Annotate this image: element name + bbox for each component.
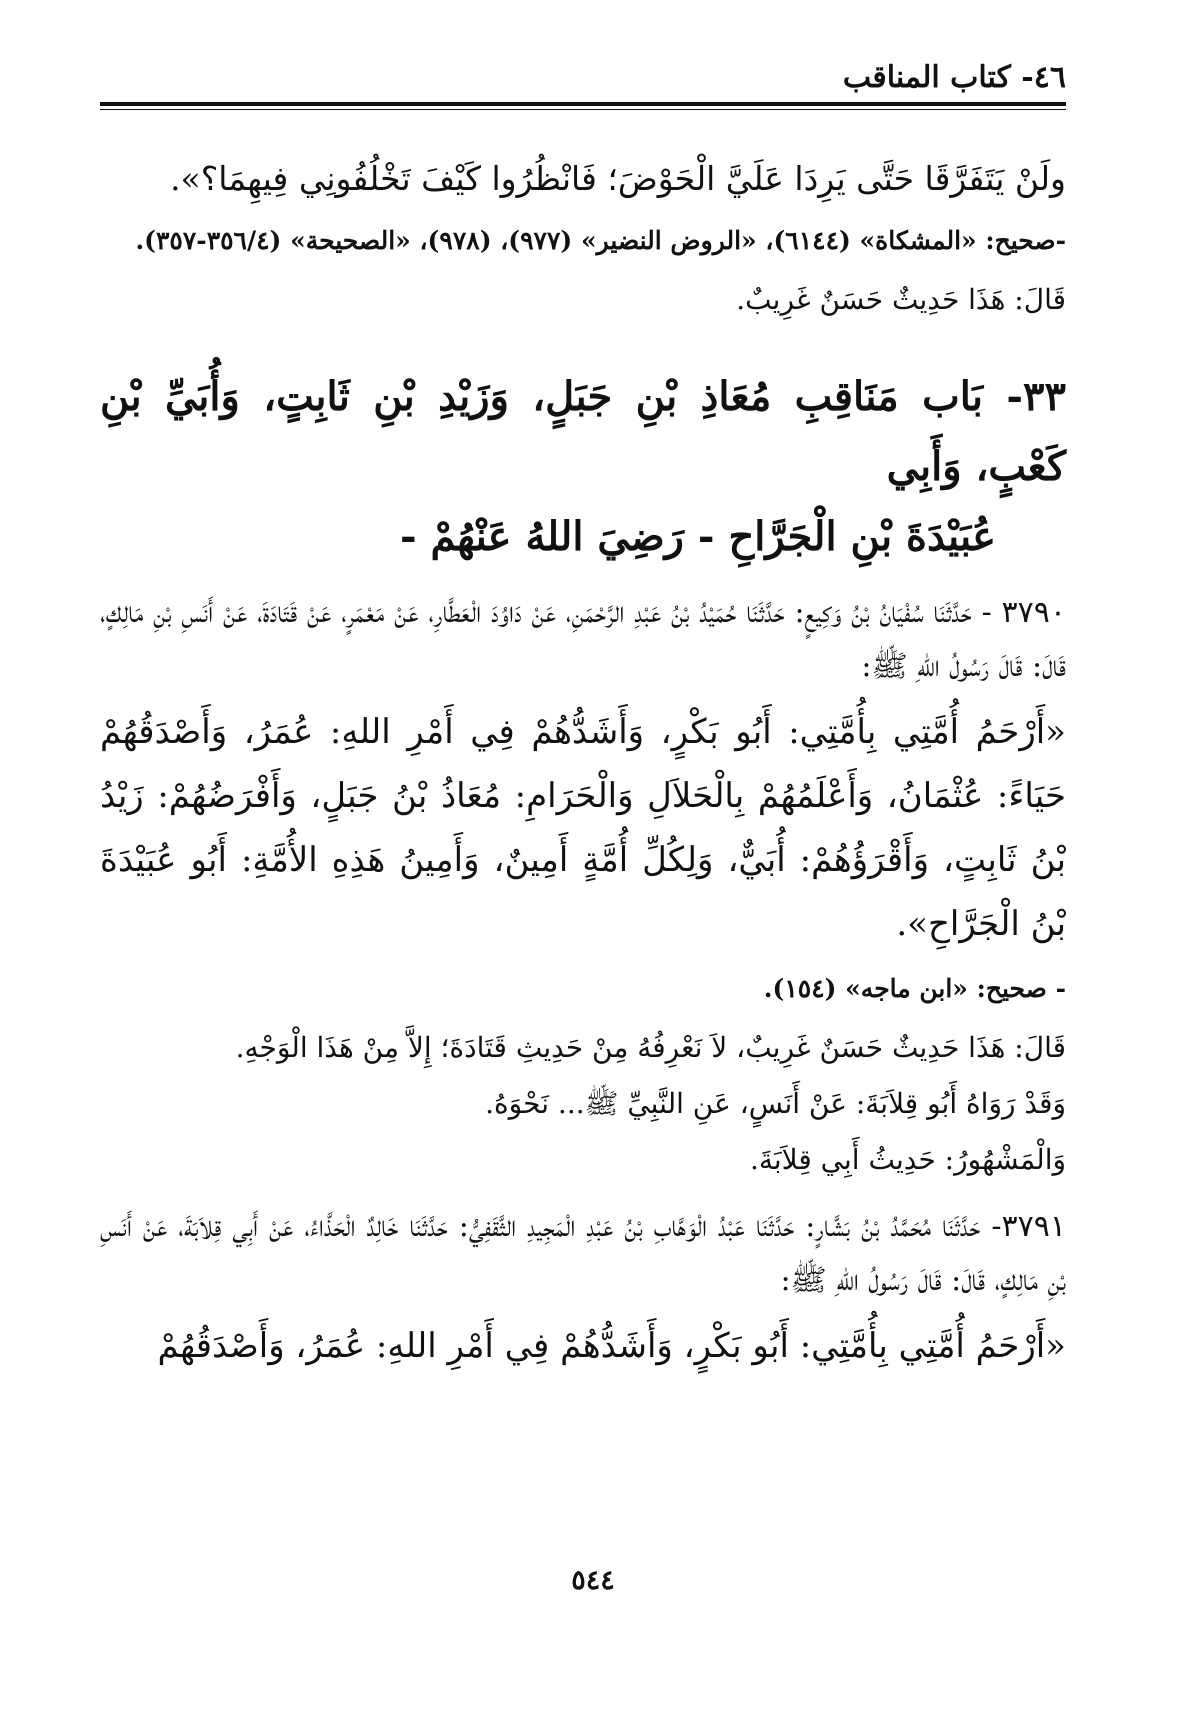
hadith-3791-matn: «أَرْحَمُ أُمَّتِي بِأُمَّتِي: أَبُو بَكْرٍ، وَأَشَدُّهُمْ فِي أَمْرِ اللهِ: عُمَرُ، وَأَصْدَقُهُمْ: [157, 1326, 1066, 1366]
chapter-heading-line-1: ٣٣- بَاب مَنَاقِبِ مُعَاذِ بْنِ جَبَلٍ، وَزَيْدِ بْنِ ثَابِتٍ، وَأُبَيِّ بْنِ كَعْبٍ، وَأَبِي: [100, 373, 1066, 490]
running-header-title: ٤٦- كتاب المناقب: [842, 60, 1066, 95]
hadith-ending-text: ولَنْ يَتَفَرَّقَا حَتَّى يَرِدَا عَلَيَّ الْحَوْضَ؛ فَانْظُرُوا كَيْفَ تَخْلُفُونِي فِيهِمَا؟».: [170, 159, 1066, 198]
hadith-3790-isnad: ٣٧٩٠ - حَدَّثَنَا سُفْيَانُ بْنُ وَكِيعٍ: حَدَّثَنَا حُمَيْدُ بْنُ عَبْدِ الرَّحْمَنِ، عَنْ دَاوُدَ الْعَطَّارِ، عَنْ مَعْمَرٍ، عَنْ قَتَادَةَ، عَنْ أَنَسِ بْنِ مَالِكٍ، قَالَ: قَالَ رَسُولُ اللهِ ﷺ:: [100, 595, 1066, 684]
tirmidhi-comment-2: قَالَ: هَذَا حَدِيثٌ حَسَنٌ غَرِيبٌ، لاَ نَعْرِفُهُ مِنْ حَدِيثِ قَتَادَةَ؛ إِلاَّ مِنْ هَذَا الْوَجْهِ.: [235, 1031, 1066, 1064]
page-body: [100, 150, 1066, 1378]
chapter-heading: [100, 362, 1066, 572]
tirmidhi-comment-1: قَالَ: هَذَا حَدِيثٌ حَسَنٌ غَرِيبٌ.: [736, 283, 1066, 316]
takhrij-grading-1: -صحيح: «المشكاة» (٦١٤٤)، «الروض النضير» (٩٧٧)، (٩٧٨)، «الصحيحة» (٣٥٦/٤-٣٥٧).: [135, 226, 1066, 255]
page-number: ٥٤٤: [571, 1565, 615, 1596]
chapter-heading-line-2: عُبَيْدَةَ بْنِ الْجَرَّاحِ - رَضِيَ اللهُ عَنْهُمْ -: [400, 513, 996, 560]
hadith-3791-isnad: ٣٧٩١- حَدَّثَنَا مُحَمَّدُ بْنُ بَشَّارٍ: حَدَّثَنَا عَبْدُ الْوَهَّابِ بْنُ عَبْدِ الْمَجِيدِ الثَّقَفِيُّ: حَدَّثَنَا خَالِدٌ الْحَذَّاءُ، عَنْ أَبِي قِلاَبَةَ، عَنْ أَنَسِ بْنِ مَالِكٍ، قَالَ: قَالَ رَسُولُ اللهِ ﷺ:: [100, 1209, 1066, 1298]
hadith-3790-matn: «أَرْحَمُ أُمَّتِي بِأُمَّتِي: أَبُو بَكْرٍ، وَأَشَدُّهُمْ فِي أَمْرِ اللهِ: عُمَرُ، وَأَصْدَقُهُمْ حَيَاءً: عُثْمَانُ، وَأَعْلَمُهُمْ بِالْحَلاَلِ وَالْحَرَامِ: مُعَاذُ بْنُ جَبَلٍ، وَأَفْرَضُهُمْ: زَيْدُ بْنُ ثَابِتٍ، وَأَقْرَؤُهُمْ: أُبَيٌّ، وَلِكُلِّ أُمَّةٍ أَمِينٌ، وَأَمِينُ هَذِهِ الأُمَّةِ: أَبُو عُبَيْدَةَ بْنُ الْجَرَّاحِ».: [100, 712, 1066, 944]
tirmidhi-comment-3: وَقَدْ رَوَاهُ أَبُو قِلاَبَةَ: عَنْ أَنَسٍ، عَنِ النَّبِيِّ ﷺ... نَحْوَهُ.: [485, 1087, 1066, 1120]
header-rule-thin: [100, 109, 1066, 110]
tirmidhi-comment-4: وَالْمَشْهُورُ: حَدِيثُ أَبِي قِلاَبَةَ.: [749, 1143, 1066, 1176]
header-rule-thick: [100, 102, 1066, 106]
takhrij-grading-2: - صحيح: «ابن ماجه» (١٥٤).: [763, 974, 1066, 1003]
page-header: [100, 58, 1066, 108]
